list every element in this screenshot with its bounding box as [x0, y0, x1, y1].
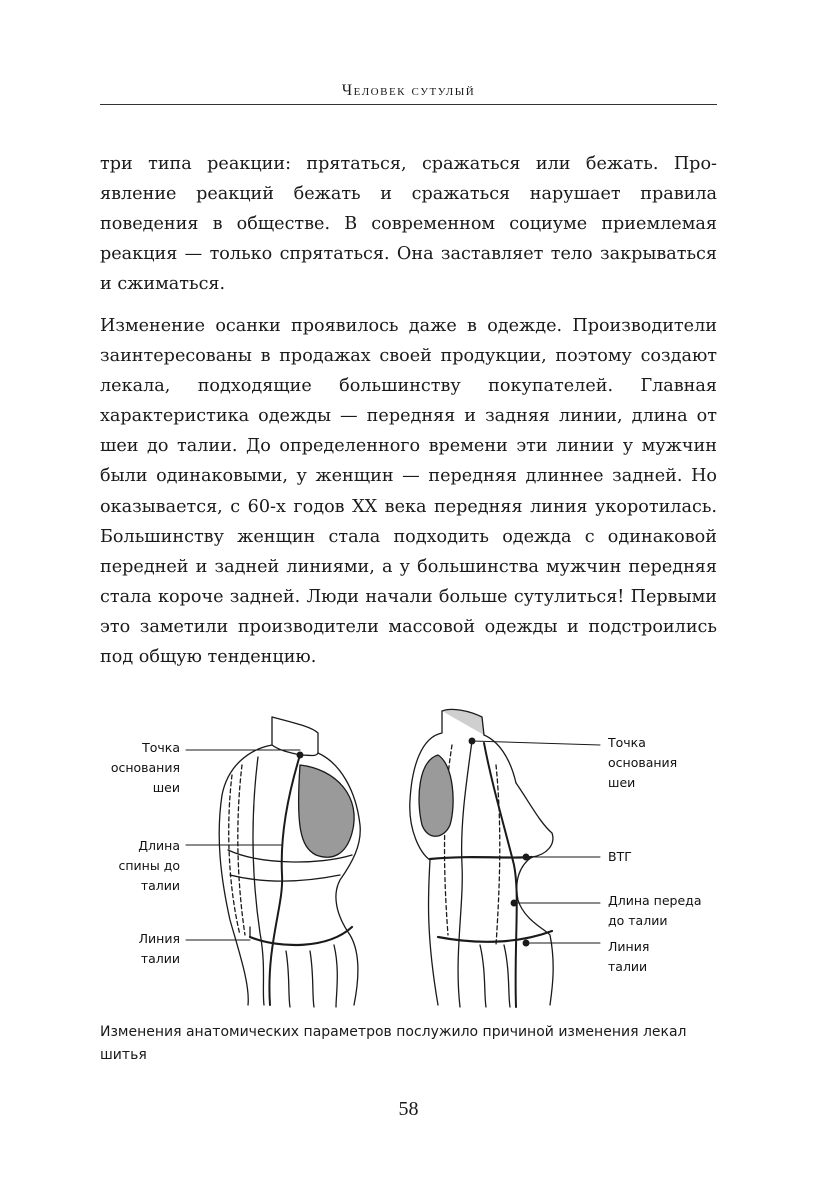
label-waist-line-right: Линия талии	[608, 939, 650, 974]
paragraph-1: три типа реакции: прятаться, сражаться или бежать. Проявление реакций бежать и сражаться нарушает правила поведения в обществе. В современном социуме приемлемая реакция — только спрятаться. Она заставляет тело закрываться и сжиматься.	[100, 154, 717, 295]
figure-caption: Изменения анатомических параметров послужило причиной изменения лекал шитья	[100, 1024, 687, 1063]
label-back-length: Длина спины до талии	[118, 838, 180, 893]
right-mannequin	[410, 709, 553, 1007]
label-neck-point-left: Точка основания шеи	[110, 740, 180, 795]
label-bust: ВТГ	[608, 849, 632, 864]
paragraph-2: Изменение осанки проявилось даже в одежде. Производители заинтересованы в продажах своей продукции, поэтому создают лекала, подходящие большинству покупателей. Главная характеристика одежды — передняя и задняя линии, длина от шеи до талии. До определенного времени эти линии у мужчин были одинаковыми, у женщин — передняя длиннее задней. Но оказывается, с 60-х годов XX века передняя линия укоротилась. Большинству женщин стала подходить одежда с одинаковой передней и задней линиями, а у большинства мужчин передняя стала короче задней. Люди начали больше сутулиться! Первыми это заметили производители массовой одежды и подстроились под общую тенденцию.	[100, 316, 717, 668]
mannequin-figure	[100, 705, 717, 1015]
label-front-length: Длина переда до талии	[608, 893, 702, 928]
page-number: 58	[398, 1098, 419, 1120]
label-waist-line-left: Линия талии	[138, 931, 180, 966]
header-rule	[100, 104, 717, 105]
left-mannequin	[219, 717, 360, 1007]
running-head: Человек сутулый	[341, 82, 476, 99]
label-neck-point-right: Точка основания шеи	[608, 735, 678, 790]
